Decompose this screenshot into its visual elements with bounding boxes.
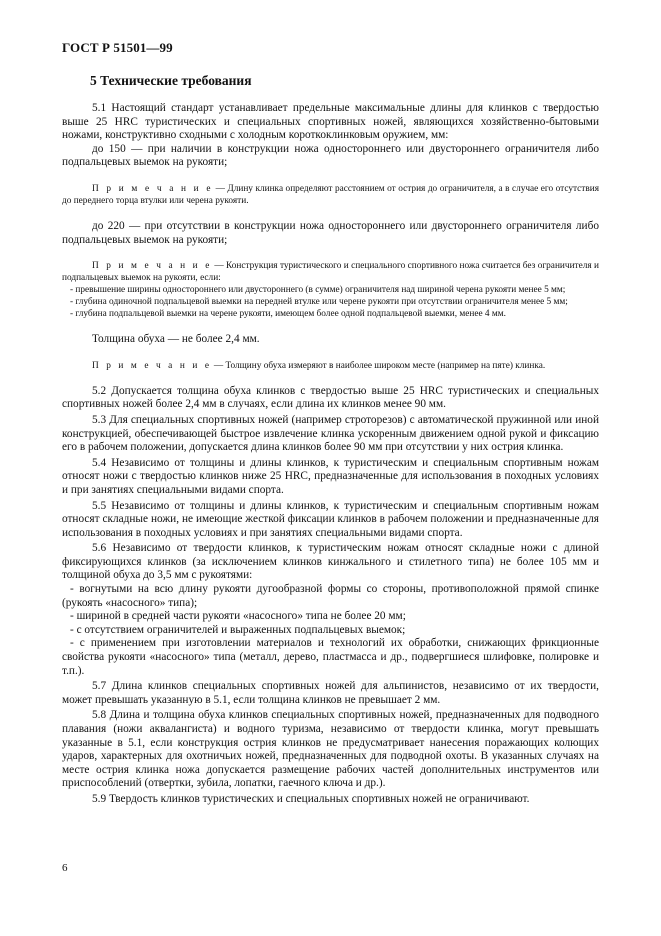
note-2-item: - глубина подпальцевой выемки на черене рукояти, имеющем более одной подпальцевой выемки, менее 4 мм. xyxy=(70,309,506,320)
paragraph-5-6: 5.6 Независимо от твердости клинков, к туристическим ножам относят складные ножи с длиной фиксирующихся клинков (за исключением клинков кинжального и стилетного типа) не более 105 мм и толщиной обуха до 3,5 мм с рукоятями: xyxy=(62,542,599,582)
paragraph-5-7: 5.7 Длина клинков специальных спортивных ножей для альпинистов, независимо от их твердости, может превышать указанную в 5.1, если толщина клинков не превышает 2 мм. xyxy=(62,680,599,706)
paragraph-5-6-item: - шириной в средней части рукояти «насосного» типа не более 20 мм; xyxy=(70,610,406,623)
paragraph-5-2: 5.2 Допускается толщина обуха клинков с твердостью выше 25 HRC туристических и специальных спортивных ножей более 2,4 мм в случаях, если длина их клинков менее 90 мм. xyxy=(62,384,599,411)
note-2-item: - глубина одиночной подпальцевой выемки на передней втулке или черене рукояти при отсутствии ограничителя менее 5 мм; xyxy=(70,297,568,308)
note-1-text: — Длину клинка определяют расстоянием от острия до ограничителя, а в случае его отсутствия до переднего торца втулки или черена рукояти. xyxy=(62,183,600,206)
paragraph-thickness: Толщина обуха — не более 2,4 мм. xyxy=(92,333,260,346)
note-3 xyxy=(62,360,599,372)
note-label: П р и м е ч а н и е xyxy=(92,360,212,371)
paragraph-5-5: 5.5 Независимо от толщины и длины клинков, к туристическим и специальным спортивным ножам относят складные ножи, не имеющие жесткой фиксации клинков в рабочем положении и предназначенные для использования в походных условиях и при занятиях специальными видами спорта. xyxy=(62,499,599,539)
paragraph-5-1-length-150: до 150 — при наличии в конструкции ножа одностороннего или двустороннего ограничителя либо подпальцевых выемок на рукояти; xyxy=(62,142,599,169)
paragraph-5-6-item: - вогнутыми на всю длину рукояти дугообразной формы со стороны, противоположной прямой спинке (рукоять «насосного» типа); xyxy=(62,583,599,609)
paragraph-5-6-item: - с отсутствием ограничителей и выраженных подпальцевых выемок; xyxy=(70,623,406,636)
page-number: 6 xyxy=(62,862,68,874)
document-header: ГОСТ Р 51501—99 xyxy=(62,40,173,55)
note-2-item: - превышение ширины одностороннего или двустороннего (в сумме) ограничителя над шириной черена рукояти менее 5 мм; xyxy=(70,285,566,296)
note-label: П р и м е ч а н и е xyxy=(92,261,212,272)
note-label: П р и м е ч а н и е xyxy=(92,183,214,194)
paragraph-5-8: 5.8 Длина и толщина обуха клинков специальных спортивных ножей, предназначенных для подводного плавания (ножи аквалангиста) и водного туризма, независимо от твердости клинка, могут превышать указанные в 5.1, если конструкция острия клинков не предусматривает нанесения поражающих колющих ударов, характерных для охотничьих ножей, предназначенных для подводной охоты. В указанных случаях на месте острия клинка ножа допускается размещение рабочих частей дополнительных инструментов или приспособлений (отвертки, зубила, лопатки, гаечного ключа и др.). xyxy=(62,709,599,790)
note-2 xyxy=(62,260,599,284)
paragraph-5-1: 5.1 Настоящий стандарт устанавливает предельные максимальные длины для клинков с твердостью выше 25 HRC туристических и специальных спортивных ножей, являющихся хозяйственно-бытовыми ножами, конструктивно сходными с холодным короткоклинковым оружием, мм: xyxy=(62,102,599,142)
paragraph-5-6-item: - с применением при изготовлении материалов и технологий их обработки, снижающих фрикционные свойства рукояти «насосного» типа (металл, дерево, пластмасса и др., подвергшиеся шлифовке, полировке и т.п.). xyxy=(62,637,599,677)
section-title: 5 Технические требования xyxy=(90,73,252,88)
paragraph-5-3: 5.3 Для специальных спортивных ножей (например строторезов) с автоматической пружинной или иной конструкцией, обеспечивающей быстрое извлечение клинка ускоренным движением одной рукой и фиксацию его в рабочем положении, допускается длина клинков более 90 мм при отсутствии у них острия клинка. xyxy=(62,413,599,454)
note-1 xyxy=(62,183,599,207)
paragraph-5-1-length-220: до 220 — при отсутствии в конструкции ножа одностороннего или двустороннего ограничителя либо подпальцевых выемок на рукояти; xyxy=(62,219,599,246)
paragraph-5-9: 5.9 Твердость клинков туристических и специальных спортивных ножей не ограничивают. xyxy=(92,792,530,805)
document-body xyxy=(62,102,599,807)
note-2-text: — Конструкция туристического и специального спортивного ножа считается без ограничителя и подпальцевых выемок на рукояти, если: xyxy=(62,261,599,284)
paragraph-5-4: 5.4 Независимо от толщины и длины клинков, к туристическим и специальным спортивным ножам относят ножи с твердостью клинков ниже 25 HRC, предназначенные для использования в походных условиях и при занятиях специальными видами спорта. xyxy=(62,456,599,496)
note-3-text: — Толщину обуха измеряют в наиболее широком месте (например на пяте) клинка. xyxy=(211,360,546,371)
